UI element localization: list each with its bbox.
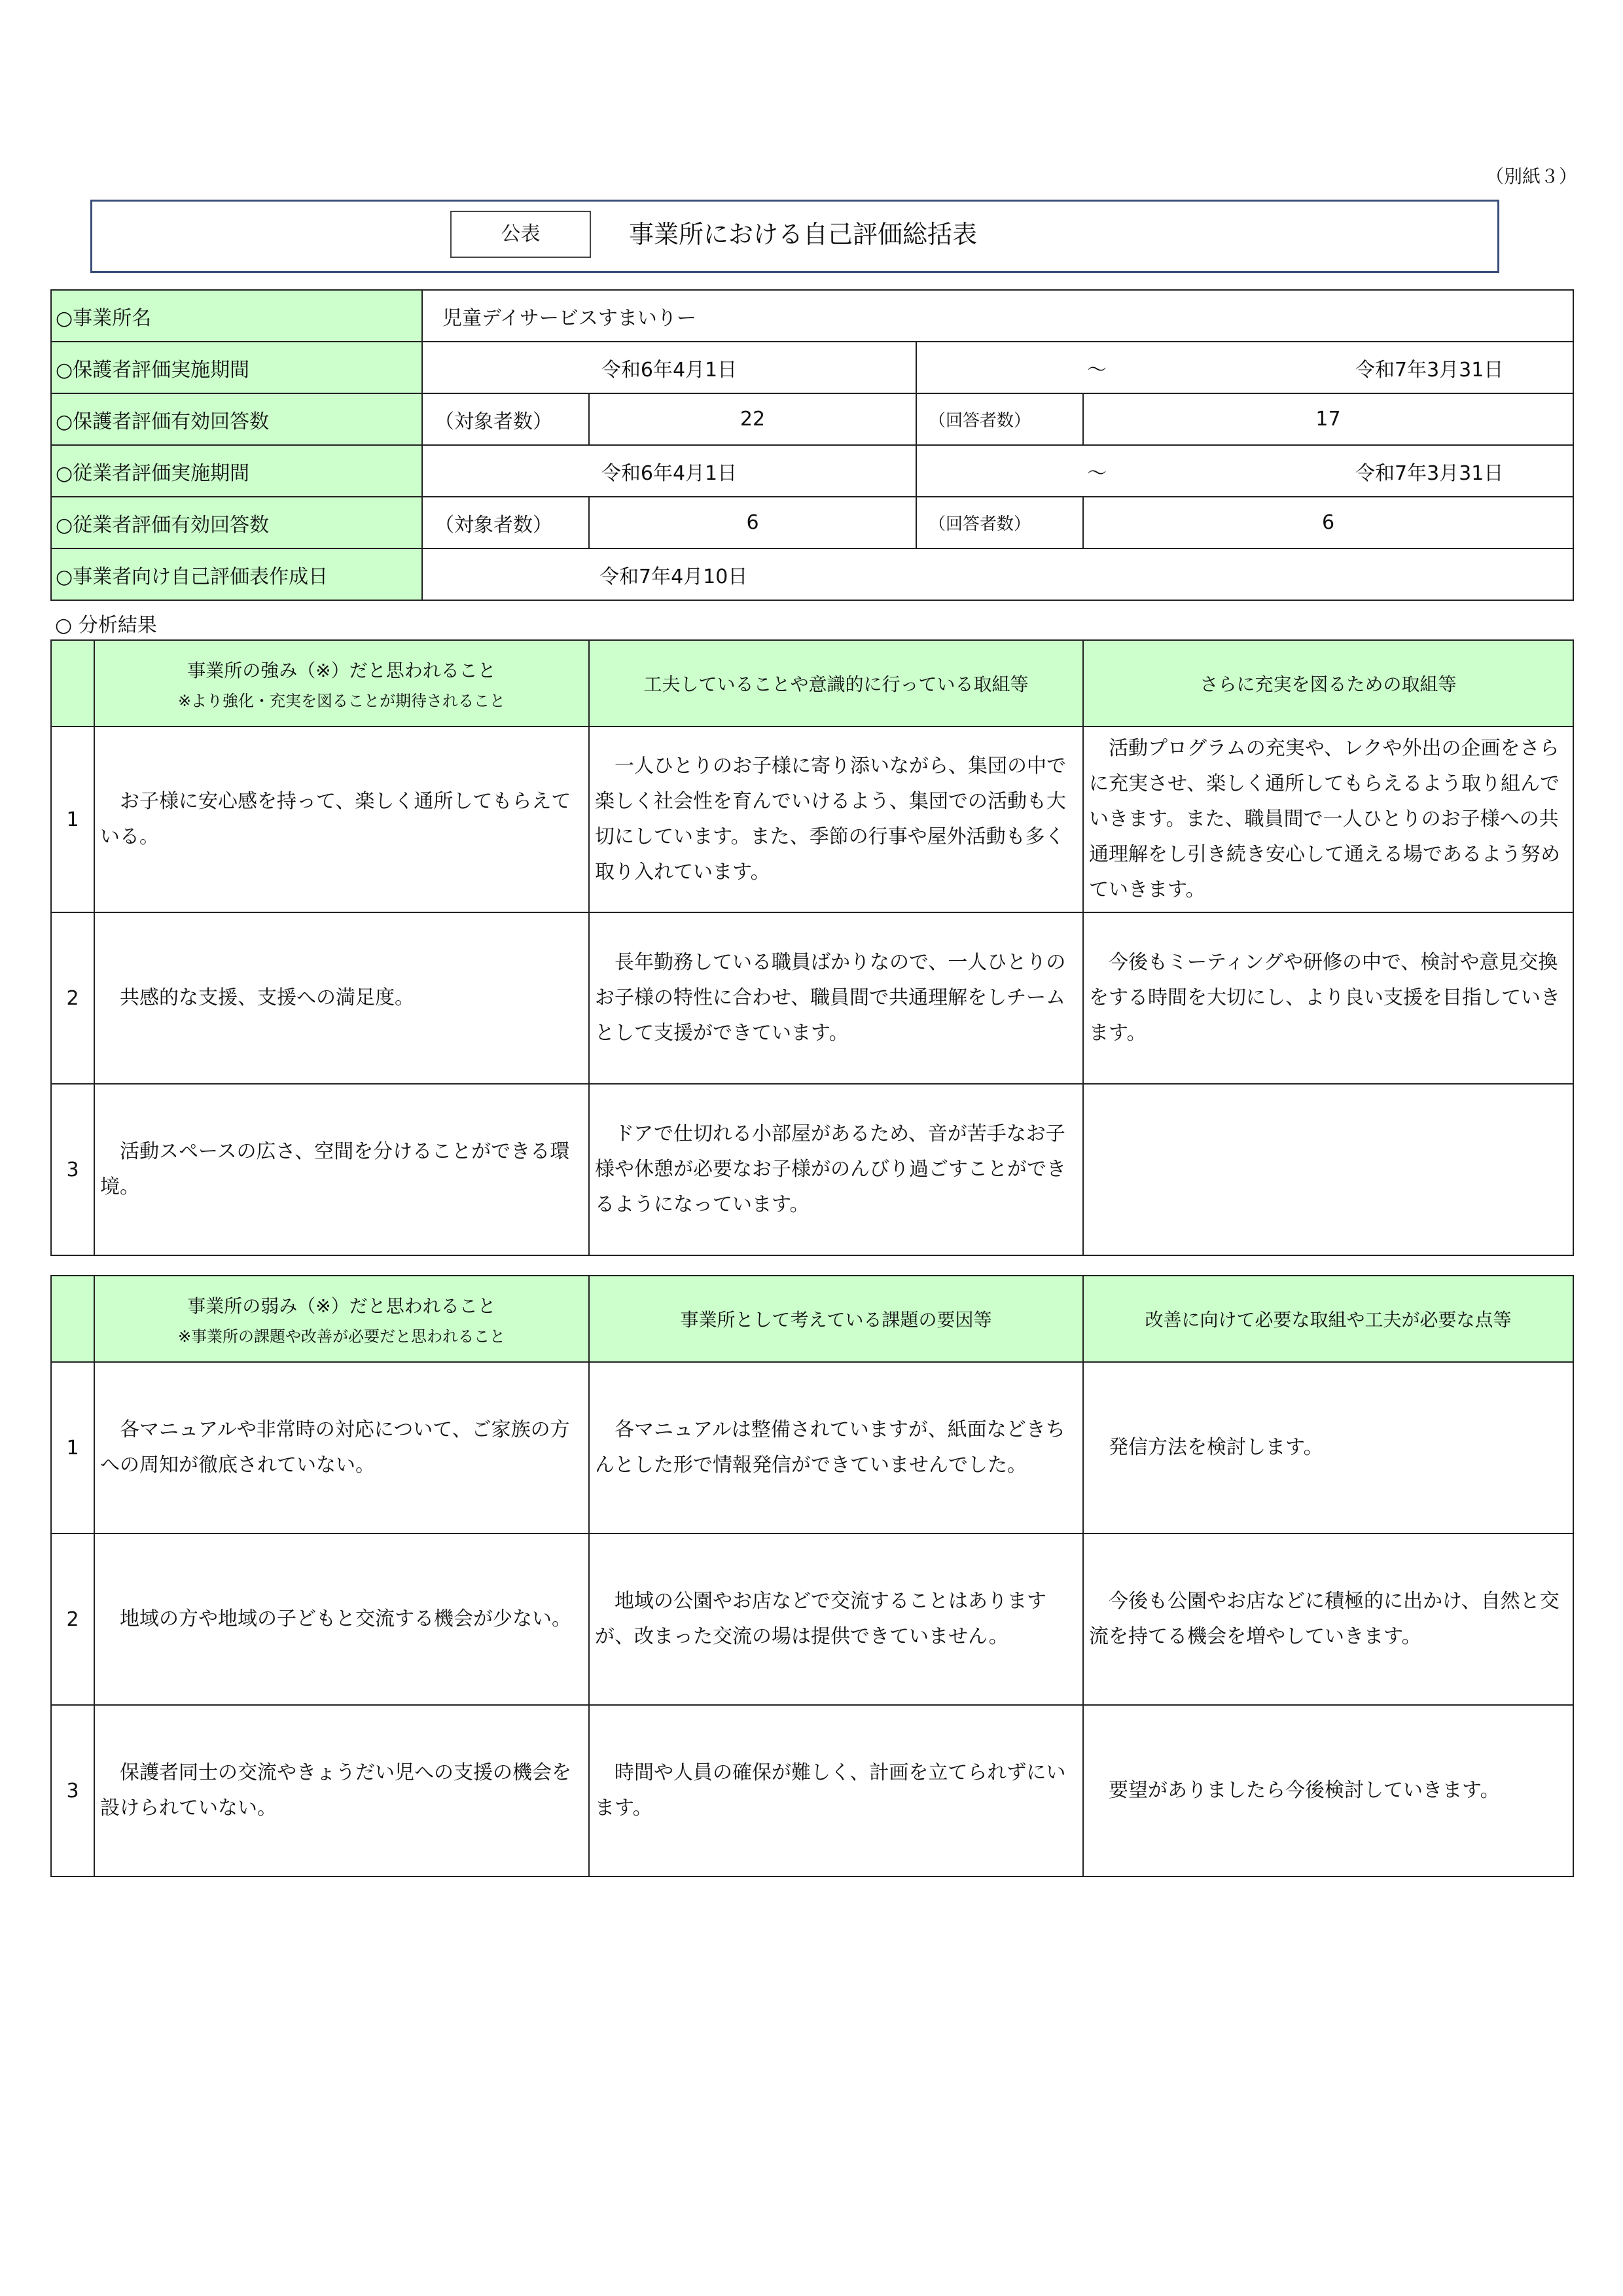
strength-enhancement xyxy=(1083,1084,1573,1255)
weakness-improvement: 発信方法を検討します。 xyxy=(1083,1362,1573,1534)
info-row-staff-count xyxy=(51,497,1573,548)
info-table xyxy=(50,289,1574,601)
weaknesses-col3-header: 改善に向けて必要な取組や工夫が必要な点等 xyxy=(1083,1276,1573,1362)
table-row xyxy=(51,912,1573,1084)
table-row xyxy=(51,1362,1573,1534)
guardian-count-label: ○保護者評価有効回答数 xyxy=(51,393,422,445)
strength-effort: 一人ひとりのお子様に寄り添いながら、集団の中で楽しく社会性を育んでいけるよう、集団での活動も大切にしています。また、季節の行事や屋外活動も多く取り入れています。 xyxy=(589,726,1083,912)
staff-period-label: ○従業者評価実施期間 xyxy=(51,445,422,497)
title-box xyxy=(90,200,1499,273)
strength-effort: 長年勤務している職員ばかりなので、一人ひとりのお子様の特性に合わせ、職員間で共通理解をしチームとして支援ができています。 xyxy=(589,912,1083,1084)
weakness-cause: 地域の公園やお店などで交流することはありますが、改まった交流の場は提供できていません。 xyxy=(589,1534,1083,1705)
weakness-item: 各マニュアルや非常時の対応について、ご家族の方への周知が徹底されていない。 xyxy=(94,1362,589,1534)
staff-target-label: （対象者数） xyxy=(422,497,589,548)
row-number: 1 xyxy=(51,726,94,912)
info-row-created xyxy=(51,548,1573,600)
row-number: 3 xyxy=(51,1705,94,1876)
staff-response-label: （回答者数） xyxy=(916,497,1083,548)
info-row-staff-period xyxy=(51,445,1573,497)
created-date: 令和7年4月10日 xyxy=(422,548,1573,600)
strength-item: 活動スペースの広さ、空間を分けることができる環境。 xyxy=(94,1084,589,1255)
weaknesses-col1-header: 事業所の弱み（※）だと思われること ※事業所の課題や改善が必要だと思われること xyxy=(94,1276,589,1362)
publish-label: 公表 xyxy=(450,211,591,258)
strength-enhancement: 今後もミーティングや研修の中で、検討や意見交換をする時間を大切にし、より良い支援を目指していきます。 xyxy=(1083,912,1573,1084)
guardian-period-label: ○保護者評価実施期間 xyxy=(51,342,422,393)
staff-period-start: 令和6年4月1日 xyxy=(422,445,916,497)
strength-item: 共感的な支援、支援への満足度。 xyxy=(94,912,589,1084)
facility-label: ○事業所名 xyxy=(51,290,422,342)
staff-period-end: 令和7年3月31日 xyxy=(1355,461,1504,485)
guardian-period-end: 令和7年3月31日 xyxy=(1355,358,1504,382)
page-title: 事業所における自己評価総括表 xyxy=(629,220,978,249)
strengths-col1-sub: ※より強化・充実を図ることが期待されること xyxy=(177,691,506,710)
weakness-improvement: 要望がありましたら今後検討していきます。 xyxy=(1083,1705,1573,1876)
weakness-item: 地域の方や地域の子どもと交流する機会が少ない。 xyxy=(94,1534,589,1705)
weakness-cause: 各マニュアルは整備されていますが、紙面などきちんとした形で情報発信ができていませんでした。 xyxy=(589,1362,1083,1534)
weaknesses-header-row xyxy=(51,1276,1573,1362)
weaknesses-table xyxy=(50,1275,1574,1877)
guardian-period-start: 令和6年4月1日 xyxy=(422,342,916,393)
strength-enhancement: 活動プログラムの充実や、レクや外出の企画をさらに充実させ、楽しく通所してもらえるよう取り組んでいきます。また、職員間で一人ひとりのお子様への共通理解をし引き続き安心して通える場であるよう努めていきます。 xyxy=(1083,726,1573,912)
strength-effort: ドアで仕切れる小部屋があるため、音が苦手なお子様や休憩が必要なお子様がのんびり過ごすことができるようになっています。 xyxy=(589,1084,1083,1255)
weakness-item: 保護者同士の交流やきょうだい児への支援の機会を設けられていない。 xyxy=(94,1705,589,1876)
weakness-improvement: 今後も公園やお店などに積極的に出かけ、自然と交流を持てる機会を増やしていきます。 xyxy=(1083,1534,1573,1705)
table-row xyxy=(51,1705,1573,1876)
attachment-label: （別紙３） xyxy=(1485,166,1577,187)
strengths-col3-header: さらに充実を図るための取組等 xyxy=(1083,640,1573,726)
table-row xyxy=(51,726,1573,912)
created-label: ○事業者向け自己評価表作成日 xyxy=(51,548,422,600)
row-number: 3 xyxy=(51,1084,94,1255)
info-row-guardian-count xyxy=(51,393,1573,445)
table-row xyxy=(51,1084,1573,1255)
weakness-cause: 時間や人員の確保が難しく、計画を立てられずにいます。 xyxy=(589,1705,1083,1876)
guardian-response-value: 17 xyxy=(1083,393,1573,445)
facility-name: 児童デイサービスすまいりー xyxy=(422,290,1573,342)
guardian-target-value: 22 xyxy=(589,393,916,445)
staff-response-value: 6 xyxy=(1083,497,1573,548)
info-row-guardian-period xyxy=(51,342,1573,393)
analysis-heading: ○ 分析結果 xyxy=(55,614,157,637)
staff-count-label: ○従業者評価有効回答数 xyxy=(51,497,422,548)
weaknesses-col2-header: 事業所として考えている課題の要因等 xyxy=(589,1276,1083,1362)
staff-target-value: 6 xyxy=(589,497,916,548)
staff-period-sep: ～ xyxy=(1087,461,1107,485)
strengths-table xyxy=(50,639,1574,1256)
table-row xyxy=(51,1534,1573,1705)
strength-item: お子様に安心感を持って、楽しく通所してもらえている。 xyxy=(94,726,589,912)
weaknesses-col1-sub: ※事業所の課題や改善が必要だと思われること xyxy=(177,1327,506,1346)
row-number: 1 xyxy=(51,1362,94,1534)
row-number: 2 xyxy=(51,1534,94,1705)
guardian-period-sep: ～ xyxy=(1087,358,1107,382)
info-row-facility xyxy=(51,290,1573,342)
strengths-header-row xyxy=(51,640,1573,726)
strengths-col1-header: 事業所の強み（※）だと思われること ※より強化・充実を図ることが期待されること xyxy=(94,640,589,726)
strengths-col2-header: 工夫していることや意識的に行っている取組等 xyxy=(589,640,1083,726)
guardian-target-label: （対象者数） xyxy=(422,393,589,445)
guardian-response-label: （回答者数） xyxy=(916,393,1083,445)
row-number: 2 xyxy=(51,912,94,1084)
